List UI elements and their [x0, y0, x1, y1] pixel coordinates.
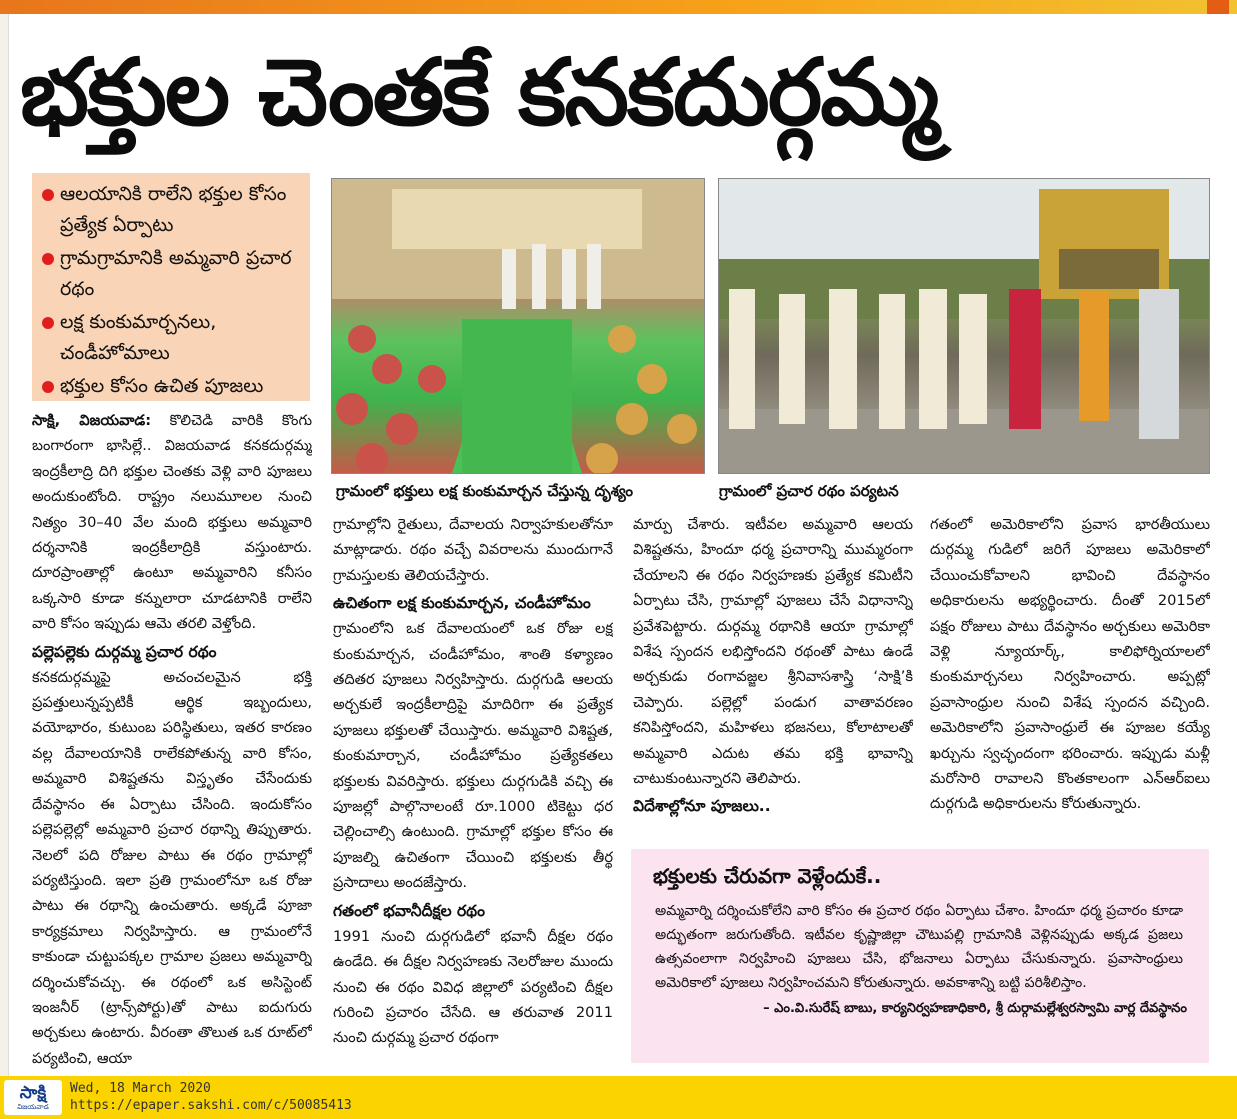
- bullet-icon: [42, 317, 54, 329]
- highlights-box: [32, 173, 310, 401]
- article-paragraph: గ్రామంలోని ఒక దేవాలయంలో ఒక రోజు లక్ష కుంకుమార్చన, చండీహోమం, శాంతి కళ్యాణం తదితర పూజలు నిర్వహిస్తారు. దుర్గగుడి ఆలయ అర్చకులే ఇంద్రకీలాద్రిపై మాదిరిగా ఈ ప్రత్యేక పూజలు భక్తులతో చేయిస్తారు. అమ్మవారి విశిష్టత, కుంకుమార్చాన, చండీహోమం ప్రత్యేకతలు భక్తులకు వివరిస్తారు. భక్తులు దుర్గగుడికి వచ్చి ఈ పూజల్లో పాల్గొనాలంటే రూ.1000 టికెట్టు ధర చెల్లించాల్సి ఉంటుంది. గ్రామాల్లో భక్తుల కోసం ఈ పూజల్ని ఉచితంగా చేయించి భక్తులకు తీర్థ ప్రసాదాలు అందజేస్తారు.: [333, 620, 613, 892]
- epaper-url-link[interactable]: https://epaper.sakshi.com/c/50085413: [70, 1098, 352, 1113]
- quote-box: [631, 849, 1209, 1063]
- highlight-text: భక్తుల కోసం ఉచిత పూజలు: [60, 375, 264, 397]
- bullet-icon: [42, 189, 54, 201]
- article-paragraph: గ్రామాల్లోని రైతులు, దేవాలయ నిర్వాహకులతోనూ మాట్లాడారు. రథం వచ్చే వివరాలను ముందుగానే గ్రామస్తులకు తెలియచేస్తారు.: [333, 516, 613, 584]
- photo1-caption: గ్రామంలో భక్తులు లక్ష కుంకుమార్చన చేస్తున్న దృశ్యం: [336, 482, 634, 500]
- subheading: గతంలో భవానీదీక్షల రథం: [333, 901, 485, 920]
- logo-subtext: విజయవాడ: [17, 1102, 49, 1111]
- bullet-icon: [42, 253, 54, 265]
- logo-text: సాక్షి: [19, 1082, 47, 1103]
- article-column-3: [633, 512, 913, 842]
- quote-signature: – ఎం.వి.సురేష్ బాబు, కార్యనిర్వహణాధికారి, శ్రీ దుర్గామల్లేశ్వరస్వామి వార్ల దేవస్థానం: [763, 1001, 1187, 1016]
- article-column-1: [32, 408, 312, 1078]
- highlight-item: [42, 371, 302, 402]
- dateline: సాక్షి, విజయవాడ:: [32, 412, 152, 429]
- photo-kumkumarchana-illustration: [332, 179, 704, 473]
- photo2-caption: గ్రామంలో ప్రచార రథం పర్యటన: [719, 482, 899, 500]
- subheading: ఉచితంగా లక్ష కుంకుమార్చన, చండీహోమం: [333, 594, 591, 613]
- quote-body: అమ్మవార్ని దర్శించుకోలేని వారి కోసం ఈ ప్రచార రథం ఏర్పాటు చేశాం. హిందూ ధర్మ ప్రచారం కూడా అద్భుతంగా జరుగుతోంది. ఇటీవల కృష్ణాజిల్లా చౌటుపల్లి గ్రామానికి వెళ్లినప్పుడు అక్కడ ప్రజలు ఉత్సవంలాగా నిర్వహించి పూజలు చేసి, భోజనాలు ఏర్పాటు చేసుకున్నారు. ప్రవాసాంధ్రులు అమెరికాలో పూజలు నిర్వహించమని కోరుతున్నారు. అవకాశాన్ని బట్టి పరిశీలిస్తాం.: [655, 903, 1183, 991]
- photo-prachara-ratham: [718, 178, 1210, 474]
- article-column-4: [930, 512, 1210, 842]
- subheading: పల్లెపల్లెకు దుర్గమ్మ ప్రచార రథం: [32, 642, 217, 661]
- article-paragraph: మార్పు చేశారు. ఇటీవల అమ్మవారి ఆలయ విశిష్టతను, హిందూ ధర్మ ప్రచారాన్ని ముమ్మరంగా చేయాలని ఈ రథం నిర్వహణకు ప్రత్యేక కమిటీని ఏర్పాటు చేసి, గ్రామాల్లో పూజలు చేసే విధానాన్ని ప్రవేశపెట్టారు. దుర్గమ్మ రథానికి ఆయా గ్రామాల్లో విశేష స్పందన లభిస్తోందని రథంతో పాటు ఉండే అర్చకుడు రంగావజ్జల శ్రీనివాసశాస్త్రి ‘సాక్షి’కి చెప్పారు. పల్లెల్లో పండుగ వాతావరణం కనిపిస్తోందని, మహిళలు భజనలు, కోలాటాలతో అమ్మవారి ఎదుట తమ భక్తి భావాన్ని చాటుకుంటున్నారని తెలిపారు.: [633, 516, 913, 788]
- highlight-item: [42, 243, 302, 305]
- article-paragraph: కనకదుర్గమ్మపై అచంచలమైన భక్తి ప్రపత్తులున్నప్పటికీ ఆర్థిక ఇబ్బందులు, వయోభారం, కుటుంబ పరిస్థితులు, ఇతర కారణం వల్ల దేవాలయానికి రాలేకపోతున్న వారి కోసం, అమ్మవారి విశిష్టతను విస్తృతం చేసేందుకు దేవస్థానం ఈ ఏర్పాటు చేసింది. ఇందుకోసం పల్లెపల్లెల్లో అమ్మవారి ప్రచార రథాన్ని తిప్పుతారు. నెలలో పది రోజుల పాటు ఈ రథం గ్రామాల్లో పర్యటిస్తుంది. ఇలా ప్రతి గ్రామంలోనూ ఒక రోజు పాటు ఈ రథాన్ని ఉంచుతారు. అక్కడే పూజా కార్యక్రమాలు నిర్వహిస్తారు. ఆ గ్రామంలోనే కాకుండా చుట్టుపక్కల గ్రామాల ప్రజలు అమ్మవార్ని దర్శించుకోవచ్చు. ఈ రథంలో ఒక అసిస్టెంట్ ఇంజనీర్ (ట్రాన్స్‌పోర్టు)తో పాటు ఐదుగురు అర్చకులు ఉంటారు. వీరంతా తొలుత ఒక రూట్‌లో పర్యటించి, ఆయా: [32, 668, 312, 1067]
- article-column-2: [333, 512, 613, 1067]
- highlight-item: [42, 307, 302, 369]
- footer-bar: [0, 1076, 1237, 1119]
- headline: భక్తుల చెంతకే కనకదుర్గమ్మ: [20, 39, 938, 146]
- photo-prachara-ratham-illustration: [719, 179, 1209, 473]
- sakshi-logo[interactable]: [4, 1080, 62, 1115]
- highlight-text: ఆలయానికి రాలేని భక్తుల కోసం ప్రత్యేక ఏర్పాటు: [60, 183, 287, 236]
- article-paragraph: 1991 నుంచి దుర్గగుడిలో భవానీ దీక్షల రథం ఉండేది. ఈ దీక్షల నిర్వహణకు నెలరోజుల ముందు నుంచి ఈ రథం వివిధ జిల్లాలో పర్యటించి దీక్షల గురించి ప్రచారం చేసేది. ఆ తరువాత 2011 నుంచి దుర్గమ్మ ప్రచార రథంగా: [333, 927, 613, 1047]
- page-edge: [0, 14, 9, 1076]
- highlight-text: గ్రామగ్రామానికి అమ్మవారి ప్రచార రథం: [60, 247, 292, 300]
- highlight-text: లక్ష కుంకుమార్చనలు, చండీహోమాలు: [60, 311, 217, 364]
- photo-kumkumarchana: [331, 178, 705, 474]
- article-paragraph: కొలిచెడి వారికి కొంగు బంగారంగా భాసిల్లే.. విజయవాడ కనకదుర్గమ్మ ఇంద్రకీలాద్రి దిగి భక్తుల చెంతకు వెళ్లి వారి పూజలు అందుకుంటోంది. రాష్ట్రం నలుమూలల నుంచి నిత్యం 30–40 వేల మంది భక్తులు అమ్మవారి దర్శనానికి ఇంద్రకీలాద్రికి వస్తుంటారు. దూరప్రాంతాల్లో ఉంటూ అమ్మవారిని కనీసం ఒక్కసారి కూడా కన్నులారా చూడటానికి రాలేని వారి కోసం ఇప్పుడు ఆమె తరలి వెళ్తోంది.: [32, 412, 312, 633]
- subheading: విదేశాల్లోనూ పూజలు..: [633, 797, 771, 816]
- bullet-icon: [42, 381, 54, 393]
- top-color-bar: [0, 0, 1237, 14]
- article-paragraph: గతంలో అమెరికాలోని ప్రవాస భారతీయులు దుర్గమ్మ గుడిలో జరిగే పూజలు అమెరికాలో చేయించుకోవాలని భావించి దేవస్థానం అధికారులను అభ్యర్థించారు. దీంతో 2015లో పక్షం రోజులు పాటు దేవస్థానం అర్చకులు అమెరికా వెళ్లి న్యూయార్క్, కాలిఫోర్నియాలలో కుంకుమార్చనలు నిర్వహించారు. అప్పట్లో ప్రవాసాంధ్రుల నుంచి విశేష స్పందన వచ్చింది. అమెరికాలోని ప్రవాసాంధ్రులే ఈ పూజల కయ్యే ఖర్చును స్వచ్ఛందంగా భరించారు. ఇప్పుడు మళ్లీ మరోసారి రావాలని కొంతకాలంగా ఎన్‌ఆర్‌ఐలు దుర్గగుడి అధికారులను కోరుతున్నారు.: [930, 516, 1210, 813]
- edition-date: Wed, 18 March 2020: [70, 1081, 211, 1096]
- top-bar-notch: [1207, 0, 1229, 14]
- highlight-item: [42, 179, 302, 241]
- quote-title: భక్తులకు చేరువగా వెళ్లేందుకే..: [653, 864, 882, 888]
